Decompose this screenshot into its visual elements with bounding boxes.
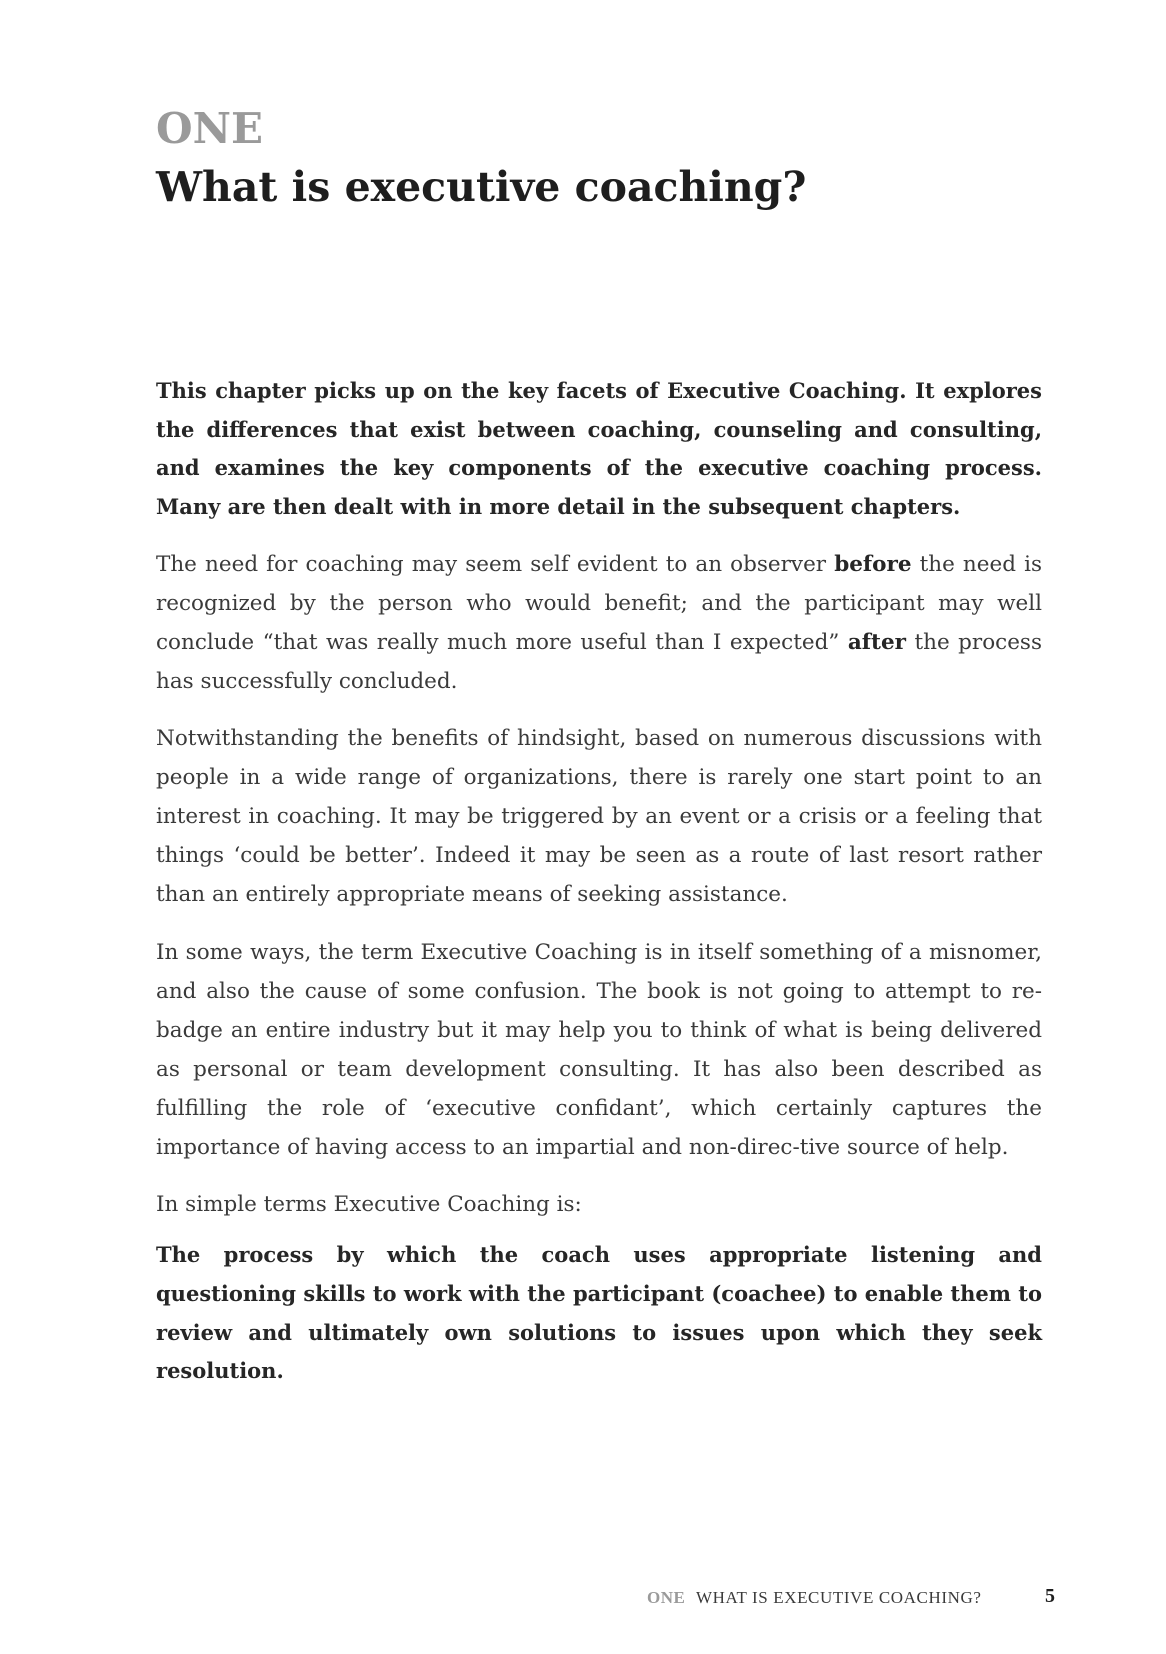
paragraph-need-for-coaching: [156, 546, 1042, 702]
paragraph-text: the need is recognized by the person who would benefit; and the participant may well conclude “that was really much more useful than I expected”: [156, 551, 1043, 655]
paragraph-simple-terms: In simple terms Executive Coaching is:: [156, 1192, 582, 1218]
chapter-body: [156, 372, 1042, 1410]
footer-chapter-number: ONE: [647, 1588, 686, 1607]
intro-paragraph: This chapter picks up on the key facets of Executive Coaching. It explores the differences that exist between coaching, counseling and consulting, and examines the key components of the executive coaching process. Many are then dealt with in more detail in the subsequent chapters.: [156, 378, 1042, 520]
paragraph-misnomer: In some ways, the term Executive Coaching is in itself something of a misnomer, and also the cause of some confusion. The book is not going to attempt to re-badge an entire industry but it may help you to think of what is being delivered as personal or team development consulting. It has also been described as fulfilling the role of ‘executive confidant’, which certainly captures the importance of having access to an impartial and non-direc-tive source of help.: [156, 939, 1042, 1160]
chapter-number: ONE: [156, 104, 263, 153]
definition-paragraph: The process by which the coach uses appropriate listening and questioning skills to work with the participant (coachee) to enable them to review and ultimately own solutions to issues upon which they seek resolution.: [156, 1242, 1042, 1384]
footer-chapter-title: WHAT IS EXECUTIVE COACHING?: [696, 1588, 982, 1607]
page-number: 5: [1045, 1585, 1055, 1607]
chapter-title: What is executive coaching?: [156, 163, 807, 211]
paragraph-hindsight: Notwithstanding the benefits of hindsight, based on numerous discussions with people in a wide range of organizations, there is rarely one start point to an interest in coaching. It may be triggered by an event or a crisis or a feeling that things ‘could be better’. Indeed it may be seen as a route of last resort rather than an entirely appropriate means of seeking assistance.: [156, 726, 1042, 908]
paragraph-text: the process has successfully concluded.: [156, 629, 1042, 694]
emphasis-before: before: [834, 551, 912, 577]
emphasis-after: after: [847, 629, 906, 655]
paragraph-text: The need for coaching may seem self evident to an observer: [156, 551, 835, 577]
